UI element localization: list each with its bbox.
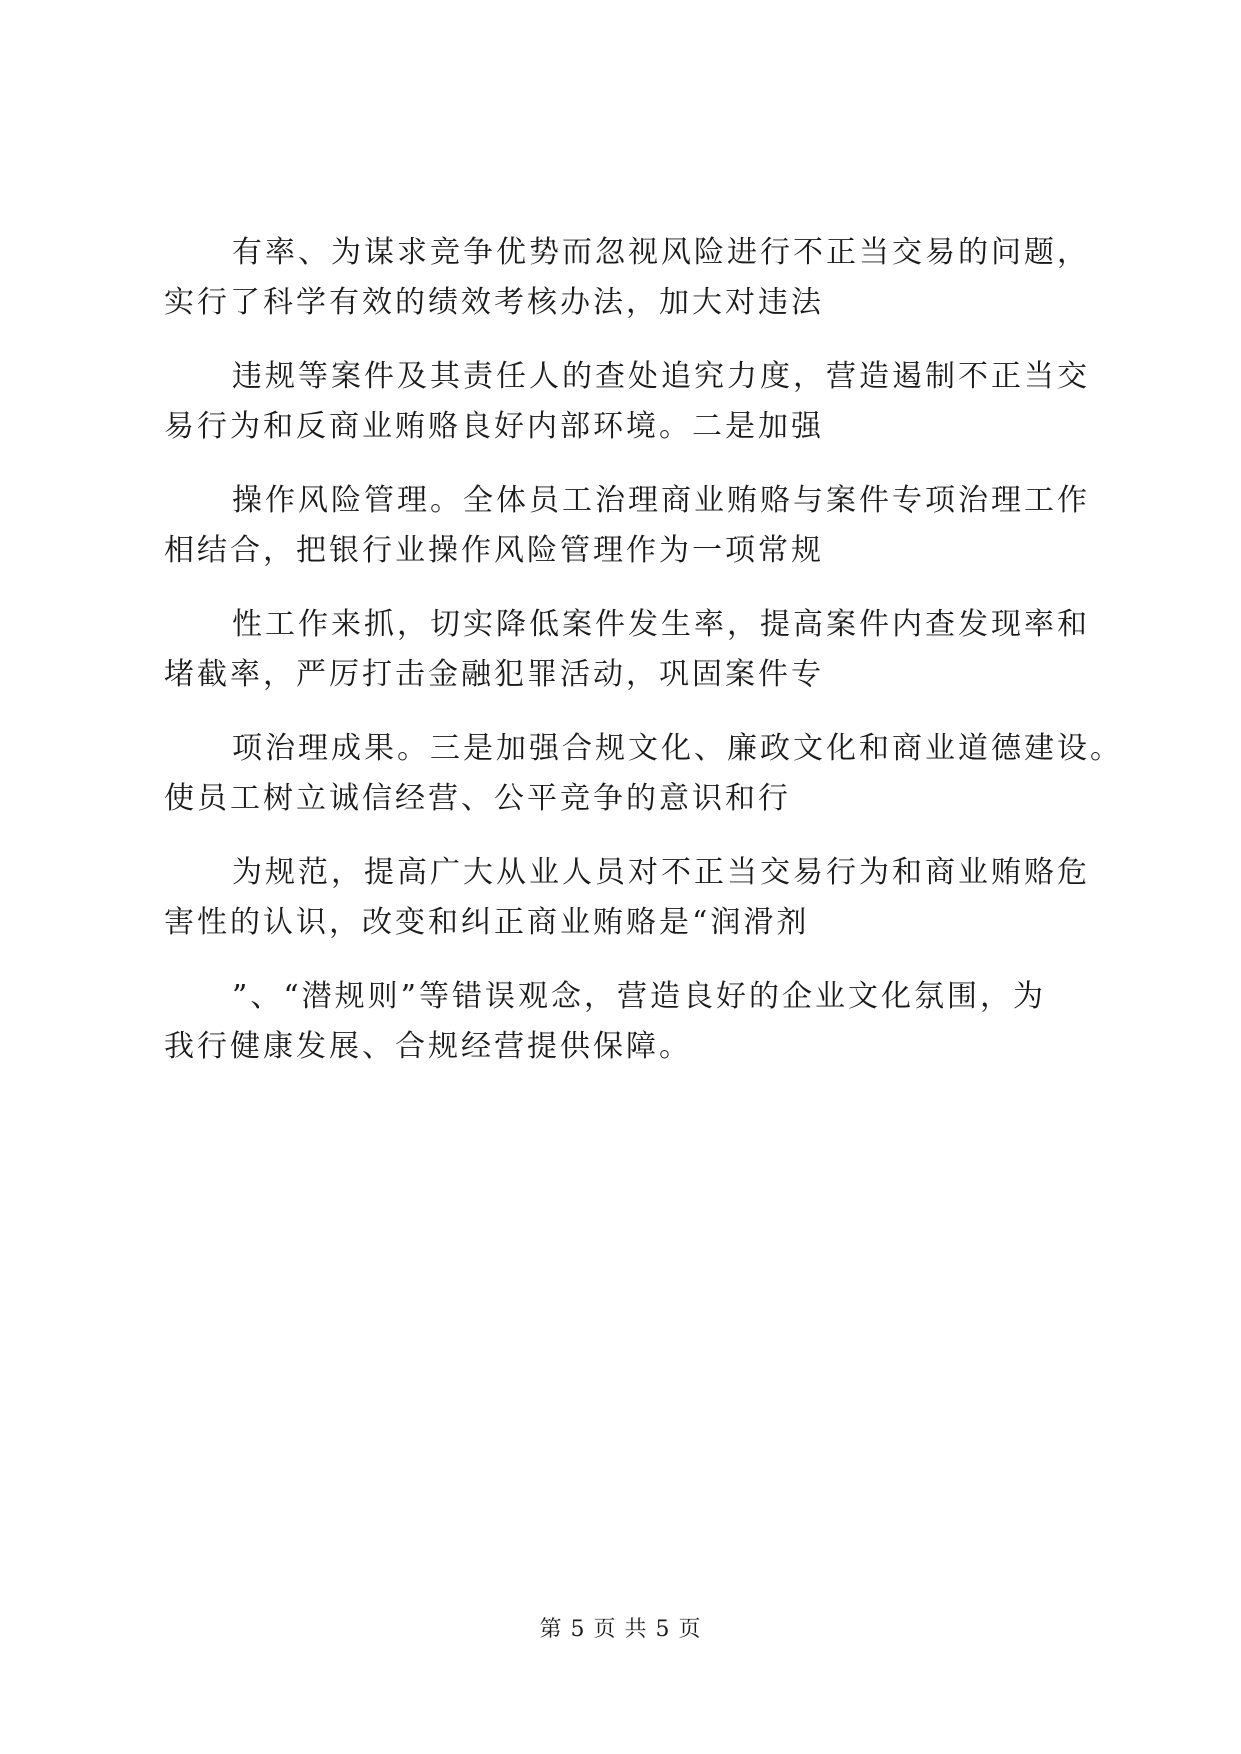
paragraph-line: 我行健康发展、合规经营提供保障。 <box>164 1029 692 1064</box>
paragraph-line: 相结合，把银行业操作风险管理作为一项常规 <box>164 533 824 568</box>
paragraph-1 <box>164 228 1094 328</box>
paragraph-3 <box>164 476 1094 576</box>
paragraph-line: 违规等案件及其责任人的查处追究力度，营造遏制不正当交 <box>232 359 1090 394</box>
paragraph-7 <box>164 972 1094 1072</box>
paragraph-line: ”、“潜规则”等错误观念，营造良好的企业文化氛围，为 <box>232 979 1047 1014</box>
paragraph-line: 有率、为谋求竞争优势而忽视风险进行不正当交易的问题， <box>232 235 1090 270</box>
paragraph-6 <box>164 848 1094 948</box>
paragraph-line: 实行了科学有效的绩效考核办法，加大对违法 <box>164 285 824 320</box>
paragraph-line: 易行为和反商业贿赂良好内部环境。二是加强 <box>164 409 824 444</box>
paragraph-4 <box>164 600 1094 700</box>
paragraph-line: 项治理成果。三是加强合规文化、廉政文化和商业道德建设。 <box>232 731 1123 766</box>
paragraph-line: 使员工树立诚信经营、公平竞争的意识和行 <box>164 781 791 816</box>
paragraph-2 <box>164 352 1094 452</box>
paragraph-line: 堵截率，严厉打击金融犯罪活动，巩固案件专 <box>164 657 824 692</box>
paragraph-line: 害性的认识，改变和纠正商业贿赂是“润滑剂 <box>164 905 810 940</box>
paragraph-line: 为规范，提高广大从业人员对不正当交易行为和商业贿赂危 <box>232 855 1090 890</box>
paragraph-5 <box>164 724 1123 824</box>
paragraph-line: 性工作来抓，切实降低案件发生率，提高案件内查发现率和 <box>232 607 1090 642</box>
paragraph-line: 操作风险管理。全体员工治理商业贿赂与案件专项治理工作 <box>232 483 1090 518</box>
page-number-footer: 第 5 页 共 5 页 <box>539 1617 702 1642</box>
